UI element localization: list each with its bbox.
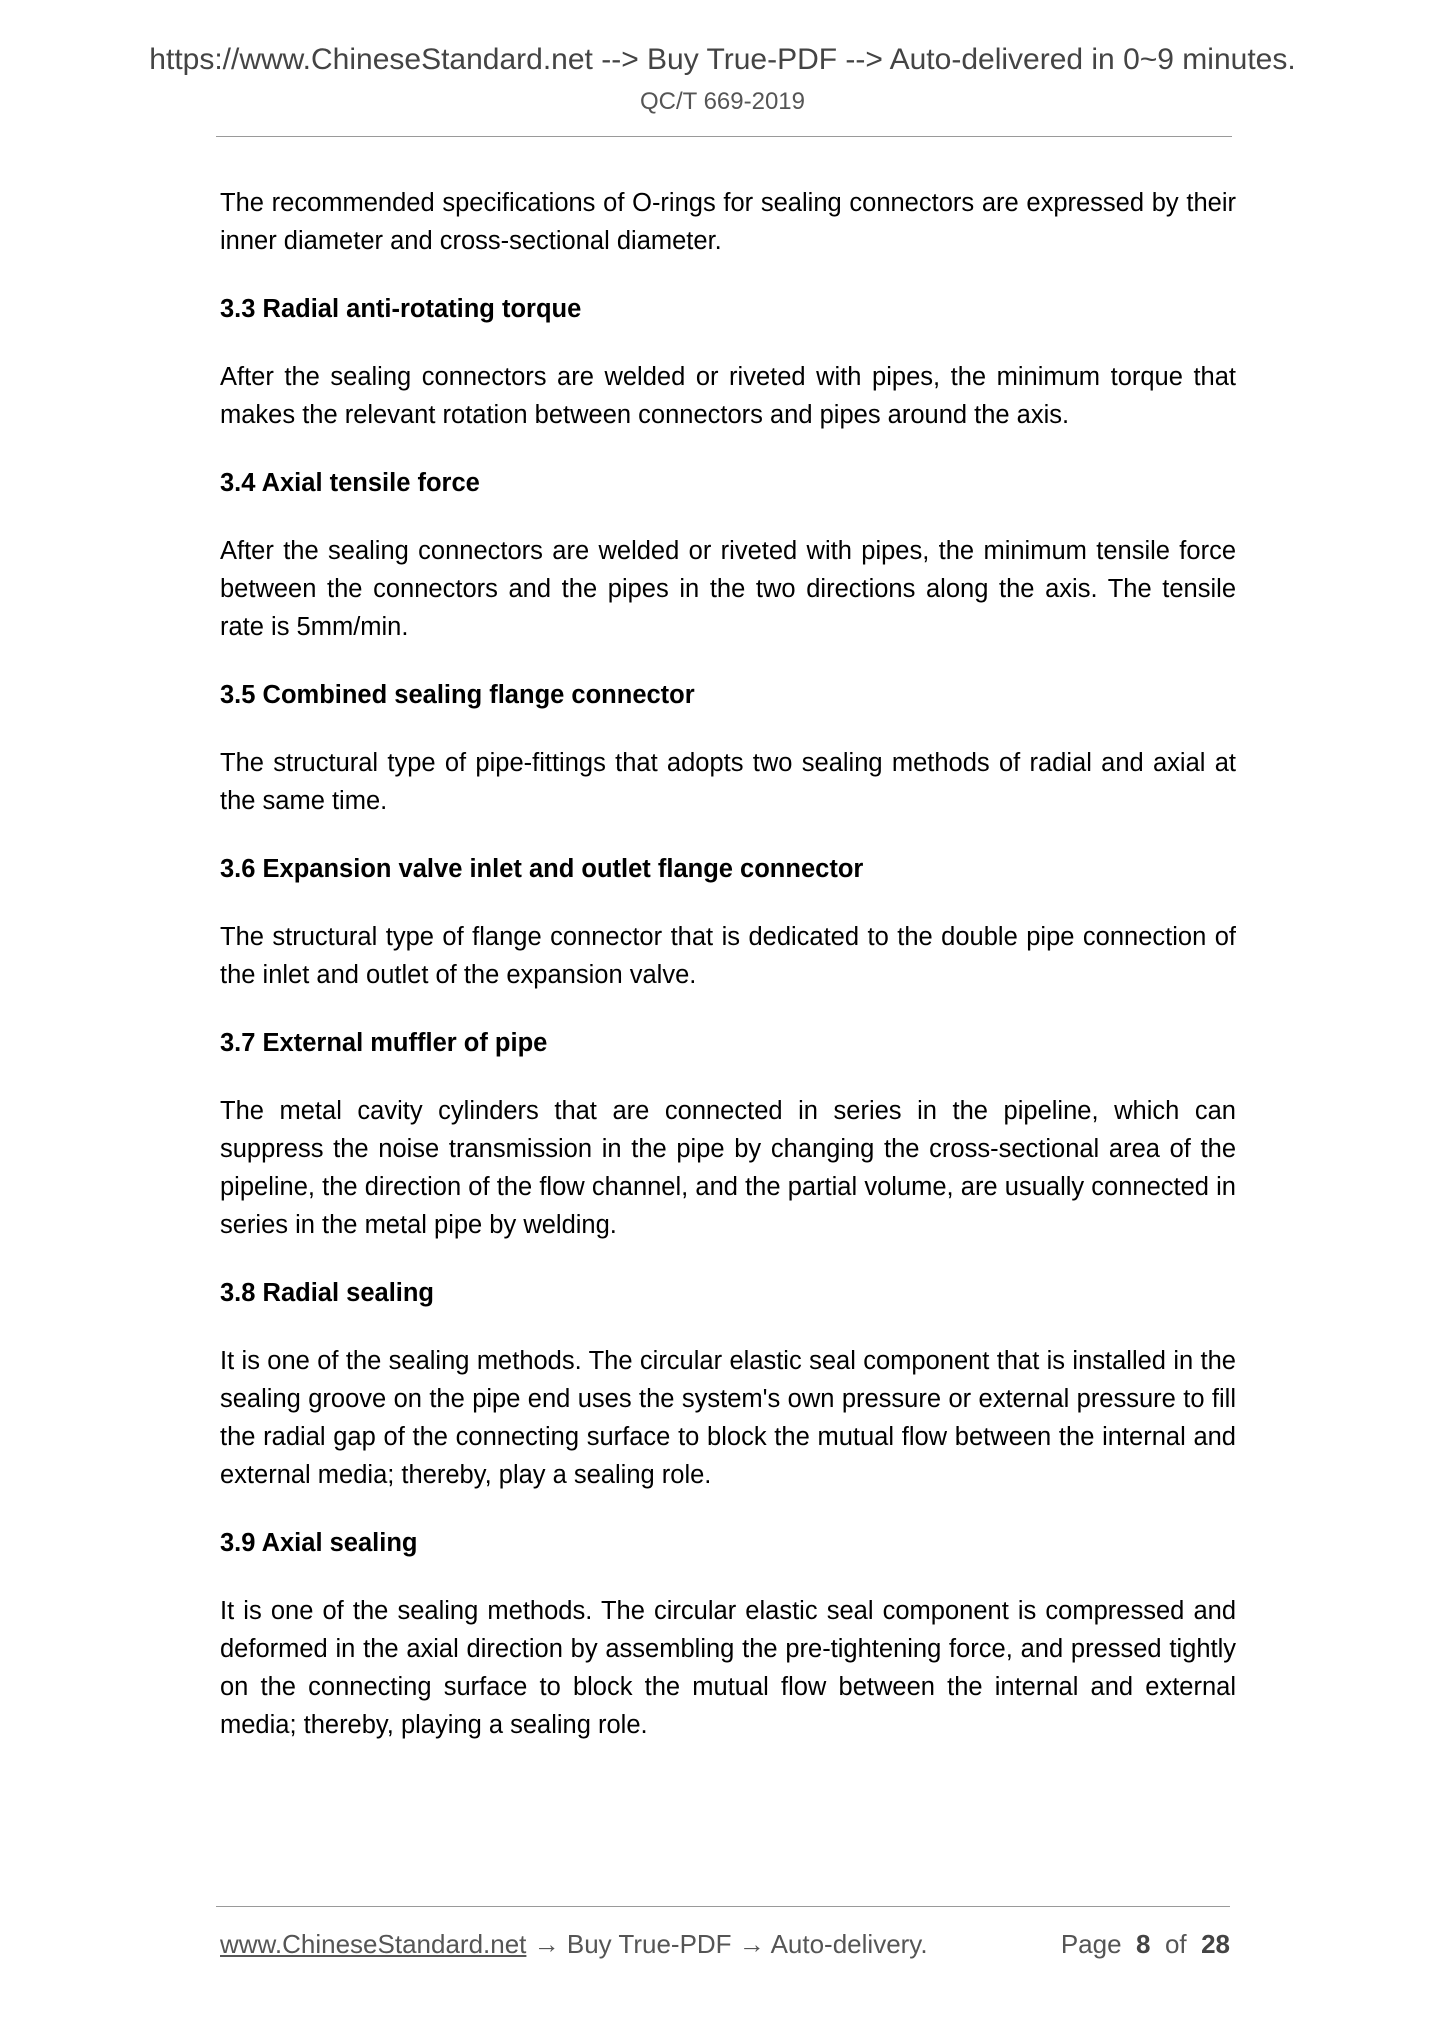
section-text-3-3: After the sealing connectors are welded or riveted with pipes, the minimum torque that makes the relevant rotation between connectors and pipes around the axis.	[220, 363, 1236, 429]
section-text-3-4: After the sealing connectors are welded or riveted with pipes, the minimum tensile force between the connectors and the pipes in the two directions along the axis. The tensile rate is 5mm/min.	[220, 537, 1236, 641]
footer-website-link[interactable]: www.ChineseStandard.net	[220, 1929, 527, 1959]
page-current: 8	[1136, 1929, 1151, 1959]
footer-divider	[216, 1906, 1230, 1907]
page-label: Page	[1060, 1929, 1122, 1959]
top-banner: https://www.ChineseStandard.net --> Buy True-PDF --> Auto-delivered in 0~9 minutes.	[149, 43, 1296, 76]
section-heading-3-8: 3.8 Radial sealing	[220, 1279, 435, 1307]
intro-paragraph: The recommended specifications of O-rings for sealing connectors are expressed by their inner diameter and cross-sectional diameter.	[220, 189, 1236, 255]
page-number	[1061, 1926, 1230, 1962]
section-text-3-7: The metal cavity cylinders that are connected in series in the pipeline, which can suppress the noise transmission in the pipe by changing the cross-sectional area of the pipeline, the direction of the flow channel, and the partial volume, are usually connected in series in the metal pipe by welding.	[220, 1097, 1236, 1239]
page-total: 28	[1201, 1929, 1230, 1959]
section-text-3-9: It is one of the sealing methods. The circular elastic seal component is compressed and deformed in the axial direction by assembling the pre-tightening force, and pressed tightly on the connecting surface to block the mutual flow between the internal and external media; thereby, playing a sealing role.	[220, 1597, 1236, 1739]
footer-tagline: → Buy True-PDF → Auto-delivery.	[526, 1929, 928, 1959]
standard-code: QC/T 669-2019	[640, 88, 805, 115]
section-heading-3-5: 3.5 Combined sealing flange connector	[220, 681, 695, 709]
footer-left	[220, 1926, 928, 1962]
section-heading-3-3: 3.3 Radial anti-rotating torque	[220, 295, 582, 323]
section-text-3-5: The structural type of pipe-fittings that adopts two sealing methods of radial and axial at the same time.	[220, 749, 1236, 815]
page-of-label: of	[1164, 1929, 1187, 1959]
section-heading-3-4: 3.4 Axial tensile force	[220, 469, 480, 497]
section-heading-3-9: 3.9 Axial sealing	[220, 1529, 418, 1557]
document-body	[220, 184, 1236, 1774]
header-divider	[216, 136, 1232, 137]
section-heading-3-7: 3.7 External muffler of pipe	[220, 1029, 548, 1057]
section-text-3-8: It is one of the sealing methods. The circular elastic seal component that is installed in the sealing groove on the pipe end uses the system's own pressure or external pressure to fill the radial gap of the connecting surface to block the mutual flow between the internal and external media; thereby, play a sealing role.	[220, 1347, 1236, 1489]
section-heading-3-6: 3.6 Expansion valve inlet and outlet flange connector	[220, 855, 864, 883]
section-text-3-6: The structural type of flange connector that is dedicated to the double pipe connection of the inlet and outlet of the expansion valve.	[220, 923, 1236, 989]
